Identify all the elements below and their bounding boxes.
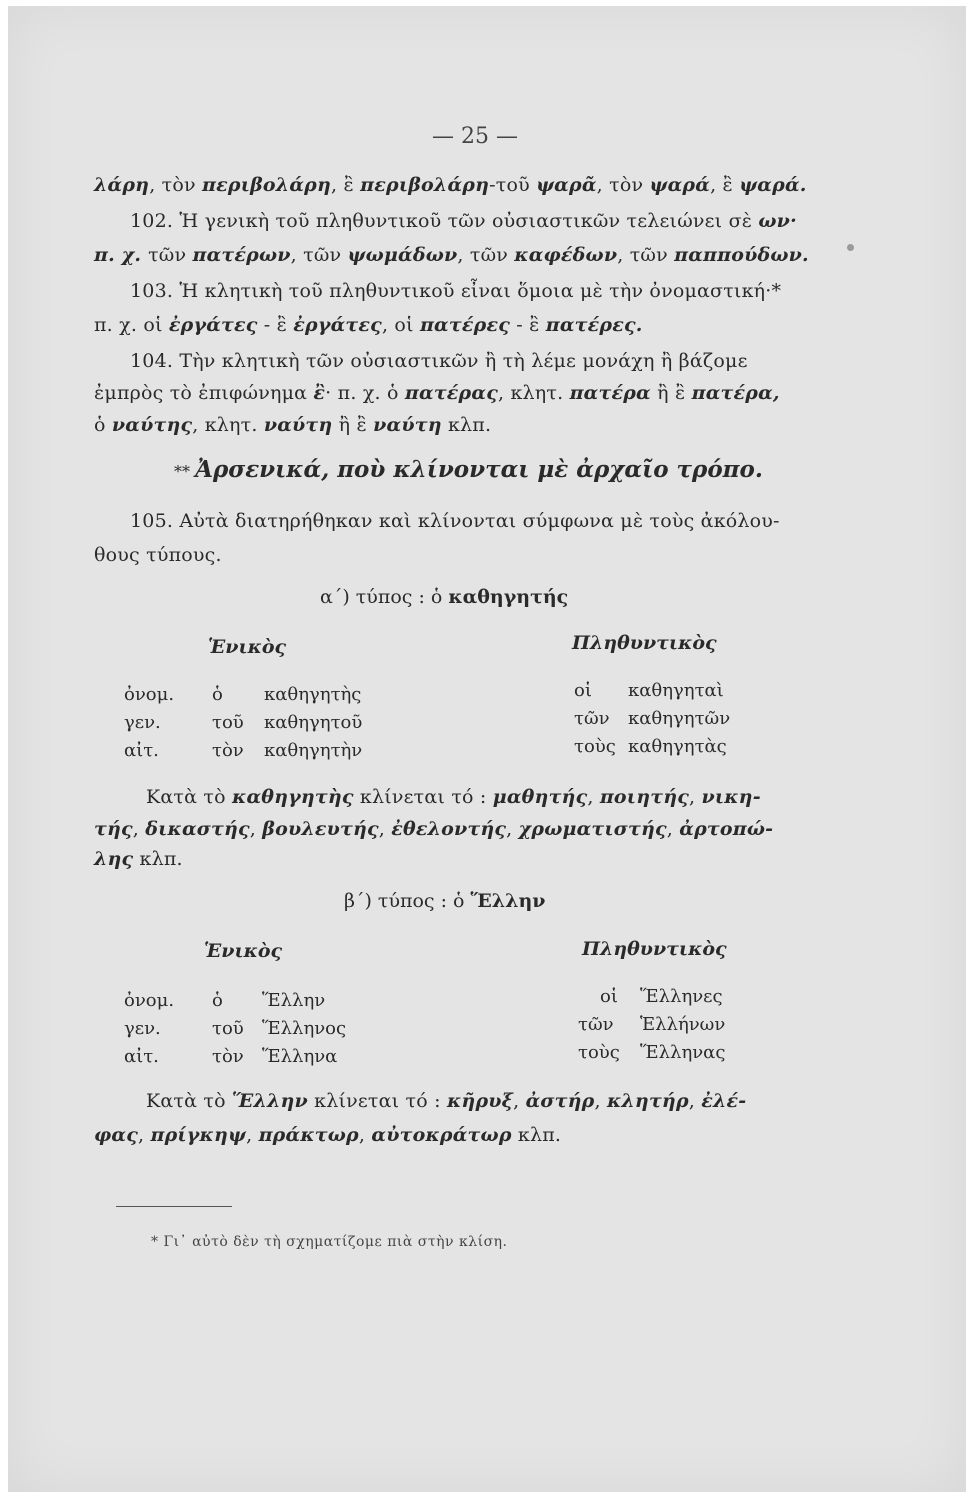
text: π. χ.: [94, 244, 149, 266]
term: νικη-: [701, 786, 761, 808]
text: α΄) τύπος : ὁ: [320, 586, 449, 608]
type-b-singular-header: Ἑνικὸς: [204, 940, 283, 962]
text: ἢ ἒ: [650, 382, 692, 404]
text: ,: [666, 818, 680, 840]
type-a-case-nom: ὀνομ.: [124, 684, 175, 705]
text: ,: [688, 1090, 702, 1112]
text: ,: [688, 786, 702, 808]
text: Κατὰ τὸ: [146, 786, 232, 808]
text: , τῶν: [457, 244, 515, 266]
footnote: * Γι᾽ αὐτὸ δὲν τὴ σχηματίζομε πιὰ στὴν κλίση.: [151, 1234, 508, 1250]
heading-stars: **: [174, 462, 196, 481]
type-b-art-s-acc: τὸν: [212, 1046, 244, 1067]
type-a-art-s-nom: ὁ: [212, 684, 223, 705]
type-a-art-s-gen: τοῦ: [212, 712, 244, 733]
type-a-word-p-nom: καθηγηταὶ: [628, 680, 724, 701]
text: - ἒ: [257, 314, 294, 336]
page-number: — 25 —: [432, 124, 518, 149]
term: δικαστής: [145, 818, 250, 840]
type-b-art-p-nom: οἱ: [600, 986, 618, 1007]
term: καθηγητής: [448, 586, 569, 608]
text: 104. Τὴν κλητικὴ τῶν οὐσιαστικῶν ἢ τὴ λέμε μονάχη ἢ βάζομε: [130, 350, 748, 372]
text-line-10: [130, 510, 780, 532]
text-line-6: [130, 350, 748, 372]
text: ,: [246, 1124, 259, 1146]
text: θους τύπους.: [94, 544, 222, 566]
text: ἢ ἒ: [332, 414, 374, 436]
term: βουλευτής: [262, 818, 379, 840]
term: περιβολάρη: [360, 174, 490, 196]
text-line-1: [94, 174, 807, 196]
term: ἐλέ-: [701, 1090, 747, 1112]
type-b-word-p-nom: Ἕλληνες: [640, 986, 723, 1007]
text: ,: [137, 1124, 151, 1146]
heading-text: Ἀρσενικά, ποὺ κλίνονται μὲ ἀρχαῖο τρόπο.: [195, 456, 763, 483]
ink-spot: [847, 244, 854, 251]
term: ποιητής: [599, 786, 689, 808]
text-line-2: [130, 210, 797, 232]
type-a-art-s-acc: τὸν: [212, 740, 244, 761]
text-line-17: [146, 786, 761, 808]
text-line-8: [94, 414, 491, 436]
term: κλητήρ: [606, 1090, 689, 1112]
text-line-11: [94, 544, 222, 566]
type-a-art-p-acc: τοὺς: [574, 736, 616, 757]
term: ψαρᾶ: [536, 174, 597, 196]
term: πατέρες.: [545, 314, 643, 336]
footnote-rule: [116, 1206, 232, 1207]
term: ναύτης: [111, 414, 193, 436]
term: περιβολάρη: [202, 174, 332, 196]
type-a-word-p-acc: καθηγητὰς: [628, 736, 727, 757]
type-b-word-s-nom: Ἕλλην: [262, 990, 326, 1011]
term: φας: [94, 1124, 138, 1146]
term: λάρη: [94, 174, 150, 196]
text-line-5: [94, 314, 643, 336]
text: -τοῦ: [489, 174, 537, 196]
type-a-art-p-gen: τῶν: [574, 708, 610, 729]
text: 103. Ἡ κλητικὴ τοῦ πληθυντικοῦ εἶναι ὅμοια μὲ τὴν ὀνομαστική·*: [130, 280, 782, 302]
text: , κλητ.: [192, 414, 264, 436]
term: καφέδων: [514, 244, 618, 266]
type-b-case-acc: αἰτ.: [124, 1046, 159, 1067]
text: ,: [132, 818, 146, 840]
type-b-title: [344, 890, 545, 912]
term: ἀρτοπώ-: [679, 818, 774, 840]
text-line-3: [94, 244, 809, 266]
text: ,: [358, 1124, 372, 1146]
type-a-case-gen: γεν.: [124, 712, 161, 733]
term: Ἕλλην: [470, 890, 546, 912]
type-a-title: [320, 586, 568, 608]
type-b-word-s-gen: Ἕλληνος: [262, 1018, 347, 1039]
type-b-art-p-acc: τοὺς: [578, 1042, 620, 1063]
term: ναύτη: [263, 414, 333, 436]
term: ἐργάτες: [168, 314, 258, 336]
book-page: [8, 6, 966, 1492]
term: πατέρα,: [691, 382, 780, 404]
text: τῶν: [148, 244, 193, 266]
term: πρίγκηψ: [150, 1124, 247, 1146]
text: π. χ. οἱ: [94, 314, 169, 336]
term: αὐτοκράτωρ: [371, 1124, 512, 1146]
text: ὁ: [94, 414, 112, 436]
term: πράκτωρ: [258, 1124, 359, 1146]
type-b-art-s-gen: τοῦ: [212, 1018, 244, 1039]
term: χρωματιστής: [518, 818, 667, 840]
text: 105. Αὐτὰ διατηρήθηκαν καὶ κλίνονται σύμφωνα μὲ τοὺς ἀκόλου-: [130, 510, 780, 532]
text: Κατὰ τὸ: [146, 1090, 232, 1112]
term: πατέρες: [419, 314, 510, 336]
term: κῆρυξ: [446, 1090, 514, 1112]
type-b-word-p-acc: Ἕλληνας: [640, 1042, 726, 1063]
text: β΄) τύπος : ὁ: [344, 890, 471, 912]
text: ,: [594, 1090, 607, 1112]
text: , ἒ: [710, 174, 740, 196]
text: κλίνεται τό :: [353, 786, 493, 808]
term: καθηγητὴς: [232, 786, 354, 808]
type-b-case-nom: ὀνομ.: [124, 990, 175, 1011]
type-a-word-s-acc: καθηγητὴν: [264, 740, 363, 761]
type-a-word-s-gen: καθηγητοῦ: [264, 712, 363, 733]
type-a-word-p-gen: καθηγητῶν: [628, 708, 731, 729]
text: κλπ.: [133, 848, 183, 870]
text: , τὸν: [149, 174, 203, 196]
text: κλπ.: [511, 1124, 562, 1146]
text: κλπ.: [441, 414, 492, 436]
term: ψαρά: [649, 174, 711, 196]
text: · π. χ. ὁ: [325, 382, 405, 404]
text-line-4: [130, 280, 781, 302]
term: Ἕλλην: [232, 1090, 308, 1112]
term: πατέρα: [569, 382, 651, 404]
term: τής: [94, 818, 133, 840]
text: κλίνεται τό :: [307, 1090, 447, 1112]
type-a-word-s-nom: καθηγητὴς: [264, 684, 362, 705]
term: ψαρά.: [739, 174, 807, 196]
text: ,: [506, 818, 519, 840]
text-line-7: [94, 382, 780, 404]
term: ἒ: [313, 382, 326, 404]
type-b-word-s-acc: Ἕλληνα: [262, 1046, 338, 1067]
type-a-singular-header: Ἑνικὸς: [208, 636, 287, 658]
text: - ἒ: [509, 314, 546, 336]
text-line-25: [146, 1090, 746, 1112]
text: ,: [378, 818, 392, 840]
text: , οἱ: [381, 314, 420, 336]
term: πατέρας: [404, 382, 498, 404]
term: ψωμάδων: [347, 244, 458, 266]
type-a-art-p-nom: οἱ: [574, 680, 592, 701]
text: , τῶν: [617, 244, 675, 266]
type-a-plural-header: Πληθυντικὸς: [572, 632, 717, 654]
text: ,: [587, 786, 600, 808]
term: ναύτη: [373, 414, 442, 436]
text: , τὸν: [596, 174, 650, 196]
term: μαθητής: [492, 786, 588, 808]
text: ,: [513, 1090, 526, 1112]
text: ἐμπρὸς τὸ ἐπιφώνημα: [94, 382, 314, 404]
term: ων·: [758, 210, 797, 232]
text: , τῶν: [290, 244, 348, 266]
type-b-art-p-gen: τῶν: [578, 1014, 614, 1035]
text: , ἒ: [331, 174, 361, 196]
term: ἀστήρ: [525, 1090, 595, 1112]
text: 102. Ἡ γενικὴ τοῦ πληθυντικοῦ τῶν οὐσιαστικῶν τελειώνει σὲ: [130, 210, 759, 232]
type-b-art-s-nom: ὁ: [212, 990, 223, 1011]
type-b-plural-header: Πληθυντικὸς: [582, 938, 727, 960]
section-heading: [174, 456, 763, 483]
type-b-case-gen: γεν.: [124, 1018, 161, 1039]
type-b-word-p-gen: Ἑλλήνων: [640, 1014, 726, 1035]
term: παππούδων.: [674, 244, 809, 266]
text: , κλητ.: [497, 382, 570, 404]
text-line-18: [94, 818, 773, 840]
text-line-19: [94, 848, 183, 870]
text-line-26: [94, 1124, 561, 1146]
term: λης: [94, 848, 134, 870]
type-a-case-acc: αἰτ.: [124, 740, 159, 761]
term: ἐθελοντής: [391, 818, 507, 840]
term: ἐργάτες: [293, 314, 382, 336]
term: πατέρων: [192, 244, 291, 266]
text: ,: [249, 818, 263, 840]
